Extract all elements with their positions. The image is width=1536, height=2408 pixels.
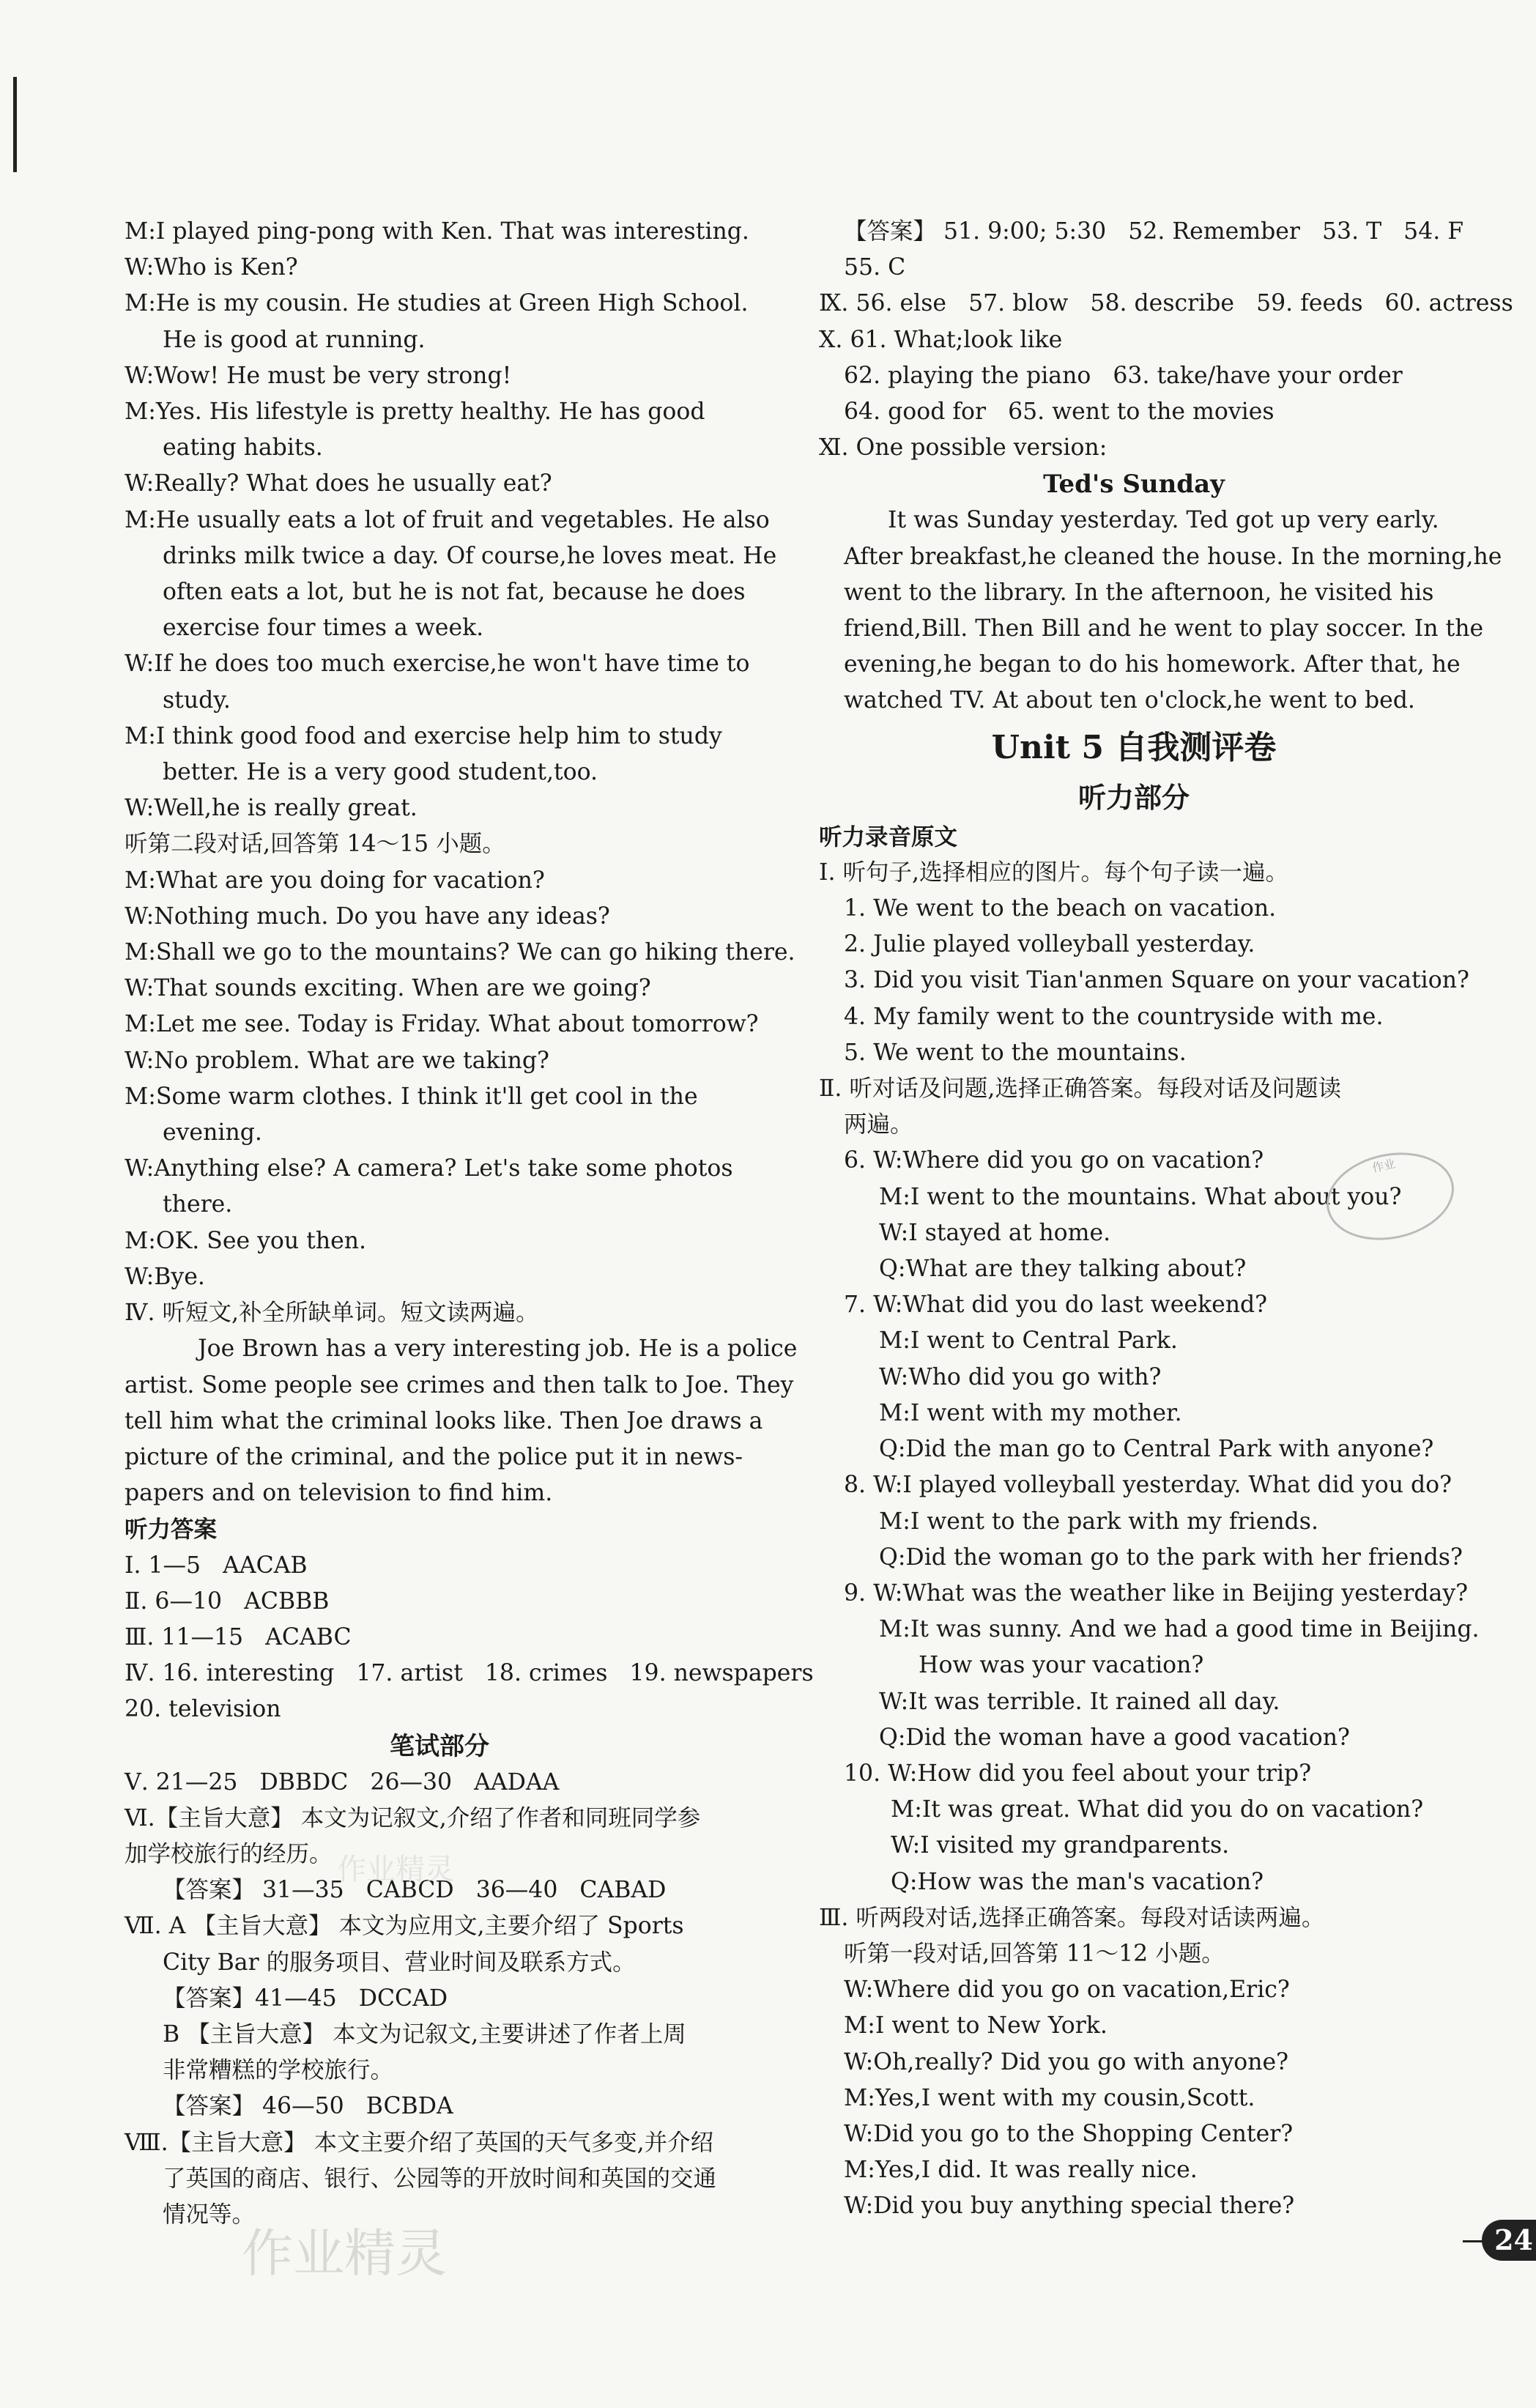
- text-line: M:I went to New York.: [844, 2012, 1108, 2040]
- text-line: W:Oh,really? Did you go with anyone?: [844, 2048, 1289, 2075]
- text-line: W:No problem. What are we taking?: [125, 1047, 549, 1074]
- section-heading: Ted's Sunday: [1043, 470, 1225, 500]
- text-line: M:I played ping-pong with Ken. That was interesting.: [125, 218, 749, 245]
- text-line: artist. Some people see crimes and then talk to Joe. They: [125, 1371, 794, 1399]
- text-line: eating habits.: [163, 434, 323, 462]
- text-line: exercise four times a week.: [163, 615, 484, 642]
- text-line: 5. We went to the mountains.: [844, 1039, 1187, 1066]
- text-line: He is good at running.: [163, 326, 426, 353]
- text-line: Ⅹ. 61. What;look like: [819, 326, 1063, 353]
- text-line: watched TV. At about ten o'clock,he went to bed.: [844, 687, 1415, 714]
- text-line: W:That sounds exciting. When are we going?: [125, 975, 651, 1002]
- page-number: 24: [1482, 2220, 1536, 2261]
- text-line: M:Shall we go to the mountains? We can go hiking there.: [125, 939, 795, 966]
- text-line: W:Who did you go with?: [879, 1363, 1162, 1390]
- text-line: Ⅲ. 听两段对话,选择正确答案。每段对话读两遍。: [819, 1904, 1325, 1931]
- page-binding-edge: [13, 77, 17, 172]
- watermark: 作业精灵: [242, 2223, 447, 2283]
- text-line: W:Bye.: [125, 1263, 205, 1290]
- text-line: Ⅰ. 听句子,选择相应的图片。每个句子读一遍。: [819, 859, 1288, 886]
- text-line: W:I stayed at home.: [879, 1219, 1111, 1246]
- text-line: better. He is a very good student,too.: [163, 759, 598, 786]
- text-line: went to the library. In the afternoon, he visited his: [844, 579, 1434, 606]
- text-line: W:Did you go to the Shopping Center?: [844, 2120, 1294, 2147]
- text-line: Q:Did the woman have a good vacation?: [879, 1724, 1350, 1751]
- text-line: papers and on television to find him.: [125, 1480, 553, 1507]
- text-line: study.: [163, 686, 231, 714]
- text-line: friend,Bill. Then Bill and he went to play soccer. In the: [844, 615, 1484, 642]
- text-line: W:Where did you go on vacation,Eric?: [844, 1977, 1290, 2004]
- text-line: It was Sunday yesterday. Ted got up very early.: [888, 507, 1439, 534]
- text-line: there.: [163, 1191, 233, 1218]
- text-line: Ⅰ. 1—5 AACAB: [125, 1552, 308, 1579]
- text-line: Ⅳ. 听短文,补全所缺单词。短文读两遍。: [125, 1300, 539, 1327]
- text-line: 听第二段对话,回答第 14～15 小题。: [125, 831, 505, 858]
- text-line: Ⅴ. 21—25 DBBDC 26—30 AADAA: [125, 1768, 560, 1796]
- watermark-faint: 作业精灵: [337, 1853, 454, 1886]
- text-line: Ⅺ. One possible version:: [819, 434, 1108, 462]
- text-line: tell him what the criminal looks like. Then Joe draws a: [125, 1407, 763, 1434]
- text-line: Ⅱ. 听对话及问题,选择正确答案。每段对话及问题读: [819, 1075, 1341, 1103]
- text-line: M:I went to the mountains. What about you?: [879, 1183, 1402, 1210]
- stamp-icon: 作业: [1318, 1141, 1462, 1251]
- text-line: 10. W:How did you feel about your trip?: [844, 1760, 1312, 1787]
- text-line: 情况等。: [163, 2201, 256, 2228]
- text-line: After breakfast,he cleaned the house. In the morning,he: [844, 543, 1502, 570]
- text-line: 7. W:What did you do last weekend?: [844, 1292, 1268, 1319]
- text-line: M:I went to the park with my friends.: [879, 1508, 1318, 1535]
- text-line: 4. My family went to the countryside with me.: [844, 1003, 1384, 1030]
- text-line: 20. television: [125, 1696, 281, 1723]
- text-line: Ⅸ. 56. else 57. blow 58. describe 59. feeds 60. actress: [819, 290, 1513, 317]
- text-line: M:It was sunny. And we had a good time in Beijing.: [879, 1616, 1480, 1643]
- text-line: W:I visited my grandparents.: [891, 1832, 1230, 1859]
- text-line: M:He usually eats a lot of fruit and vegetables. He also: [125, 506, 770, 533]
- text-line: W:Wow! He must be very strong!: [125, 362, 512, 389]
- text-line: evening.: [163, 1119, 262, 1146]
- text-line: How was your vacation?: [919, 1652, 1204, 1679]
- part-heading: 听力部分: [1077, 780, 1190, 814]
- text-line: W:Really? What does he usually eat?: [125, 470, 552, 497]
- text-line: W:Did you buy anything special there?: [844, 2193, 1295, 2220]
- text-line: W:If he does too much exercise,he won't have time to: [125, 651, 750, 678]
- text-line: B 【主旨大意】 本文为记叙文,主要讲述了作者上周: [163, 2020, 686, 2048]
- text-line: M:Some warm clothes. I think it'll get cool in the: [125, 1083, 698, 1110]
- text-line: Ⅵ.【主旨大意】 本文为记叙文,介绍了作者和同班同学参: [125, 1804, 701, 1831]
- text-line: Ⅲ. 11—15 ACABC: [125, 1623, 352, 1651]
- text-line: 【答案】 51. 9:00; 5:30 52. Remember 53. T 54. F: [844, 218, 1464, 245]
- text-line: Q:How was the man's vacation?: [891, 1868, 1264, 1895]
- text-line: M:He is my cousin. He studies at Green High School.: [125, 290, 749, 317]
- text-line: 9. W:What was the weather like in Beijing yesterday?: [844, 1579, 1469, 1607]
- text-line: 3. Did you visit Tian'anmen Square on your vacation?: [844, 967, 1469, 994]
- text-line: often eats a lot, but he is not fat, because he does: [163, 579, 746, 606]
- text-line: M:I think good food and exercise help him to study: [125, 722, 722, 749]
- text-line: 6. W:Where did you go on vacation?: [844, 1147, 1264, 1174]
- text-line: 8. W:I played volleyball yesterday. What did you do?: [844, 1472, 1452, 1499]
- text-line: M:Yes,I went with my cousin,Scott.: [844, 2084, 1255, 2111]
- text-line: Ⅱ. 6—10 ACBBB: [125, 1588, 330, 1615]
- section-label: 听力录音原文: [819, 823, 958, 851]
- text-line: M:Yes,I did. It was really nice.: [844, 2157, 1198, 2184]
- text-line: picture of the criminal, and the police put it in news-: [125, 1443, 743, 1470]
- section-heading: 笔试部分: [390, 1731, 489, 1761]
- left-column: [125, 214, 814, 2233]
- text-line: Ⅷ.【主旨大意】 本文主要介绍了英国的天气多变,并介绍: [125, 2129, 714, 2156]
- text-line: 加学校旅行的经历。: [125, 1840, 333, 1867]
- text-line: 【答案】 46—50 BCBDA: [163, 2093, 453, 2120]
- text-line: drinks milk twice a day. Of course,he loves meat. He: [163, 542, 777, 569]
- text-line: 55. C: [844, 254, 906, 281]
- text-line: Q:What are they talking about?: [879, 1256, 1247, 1283]
- text-line: 了英国的商店、银行、公园等的开放时间和英国的交通: [163, 2165, 717, 2192]
- text-line: M:What are you doing for vacation?: [125, 867, 545, 894]
- text-line: M:Yes. His lifestyle is pretty healthy. He has good: [125, 399, 705, 426]
- text-line: 64. good for 65. went to the movies: [844, 399, 1275, 426]
- text-line: 62. playing the piano 63. take/have your order: [844, 362, 1403, 389]
- unit-title: Unit 5 自我测评卷: [991, 728, 1277, 766]
- text-line: W:Nothing much. Do you have any ideas?: [125, 903, 610, 930]
- text-line: Ⅳ. 16. interesting 17. artist 18. crimes 19. newspapers: [125, 1660, 814, 1687]
- text-line: evening,he began to do his homework. After that, he: [844, 651, 1461, 678]
- text-line: W:Who is Ken?: [125, 254, 298, 281]
- text-line: M:It was great. What did you do on vacation?: [891, 1796, 1424, 1823]
- text-line: M:I went to Central Park.: [879, 1327, 1178, 1355]
- text-line: Ⅶ. A 【主旨大意】 本文为应用文,主要介绍了 Sports: [125, 1913, 684, 1940]
- text-line: W:It was terrible. It rained all day.: [879, 1688, 1280, 1715]
- text-line: Q:Did the woman go to the park with her friends?: [879, 1544, 1463, 1571]
- text-line: City Bar 的服务项目、营业时间及联系方式。: [163, 1949, 636, 1976]
- page-number-dash: [1463, 2240, 1483, 2242]
- text-line: 1. We went to the beach on vacation.: [844, 895, 1277, 922]
- text-line: M:OK. See you then.: [125, 1227, 367, 1254]
- text-line: 两遍。: [844, 1111, 913, 1138]
- text-line: 【答案】 31—35 CABCD 36—40 CABAD: [163, 1877, 667, 1904]
- text-line: W:Anything else? A camera? Let's take some photos: [125, 1155, 733, 1182]
- text-line: Joe Brown has a very interesting job. He is a police: [198, 1335, 798, 1363]
- section-label: 听力答案: [125, 1516, 218, 1544]
- text-line: W:Well,he is really great.: [125, 795, 418, 822]
- text-line: M:I went with my mother.: [879, 1399, 1182, 1426]
- text-line: M:Let me see. Today is Friday. What about tomorrow?: [125, 1011, 759, 1038]
- text-line: Q:Did the man go to Central Park with anyone?: [879, 1436, 1434, 1463]
- text-line: 听第一段对话,回答第 11～12 小题。: [844, 1940, 1225, 1967]
- text-line: 非常糟糕的学校旅行。: [163, 2057, 394, 2084]
- text-line: 2. Julie played volleyball yesterday.: [844, 931, 1255, 958]
- text-line: 【答案】41—45 DCCAD: [163, 1985, 448, 2012]
